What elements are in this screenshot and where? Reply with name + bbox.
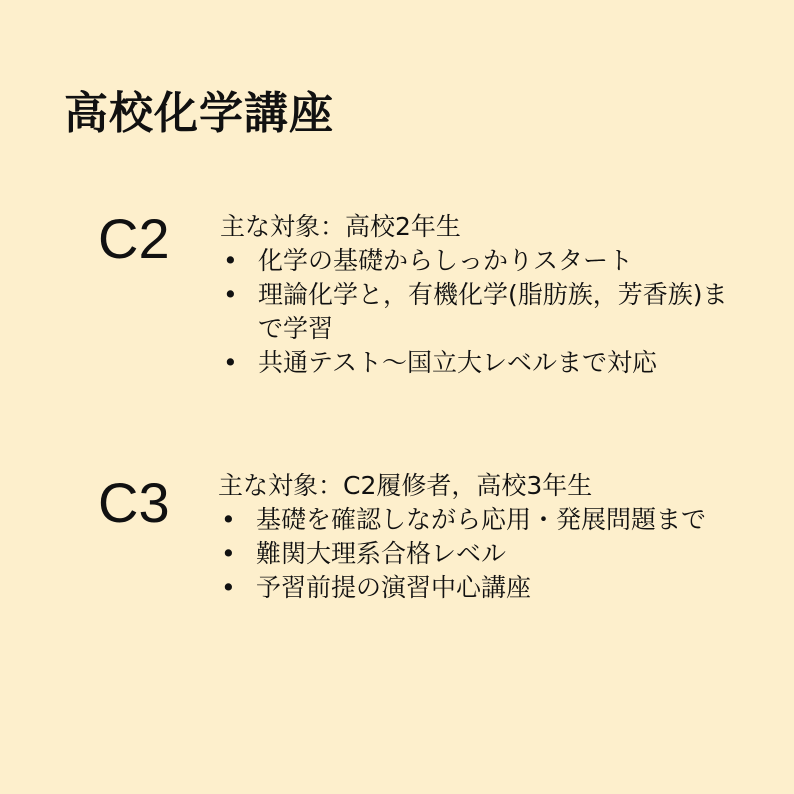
list-item-text: 難関大理系合格レベル [256, 539, 507, 568]
bullet-icon: • [221, 505, 236, 534]
course-target: 主な対象：C2履修者，高校3年生 [218, 471, 593, 500]
course-body [218, 469, 738, 605]
list-item [220, 346, 740, 380]
bullet-icon: • [223, 348, 238, 377]
bullet-icon: • [221, 539, 236, 568]
bullet-icon: • [223, 246, 238, 275]
list-item-text: 共通テスト～国立大レベルまで対応 [258, 348, 658, 377]
course-code: C3 [98, 471, 170, 534]
list-item [220, 278, 740, 346]
course-points [220, 244, 740, 380]
list-item-text: 化学の基礎からしっかりスタート [258, 246, 634, 275]
list-item-text: 基礎を確認しながら応用・発展問題まで [256, 505, 707, 534]
bullet-icon: • [221, 573, 236, 602]
list-item [220, 244, 740, 278]
course-target: 主な対象：高校2年生 [220, 212, 461, 241]
bullet-icon: • [223, 280, 238, 309]
page-title: 高校化学講座 [64, 88, 334, 139]
list-item-text: 予習前提の演習中心講座 [256, 573, 532, 602]
course-body [220, 210, 740, 380]
list-item [218, 571, 738, 605]
list-item-text: 理論化学と，有機化学(脂肪族，芳香族)まで学習 [258, 280, 728, 343]
list-item [218, 503, 738, 537]
list-item [218, 537, 738, 571]
course-code: C2 [98, 207, 170, 270]
course-points [218, 503, 738, 605]
